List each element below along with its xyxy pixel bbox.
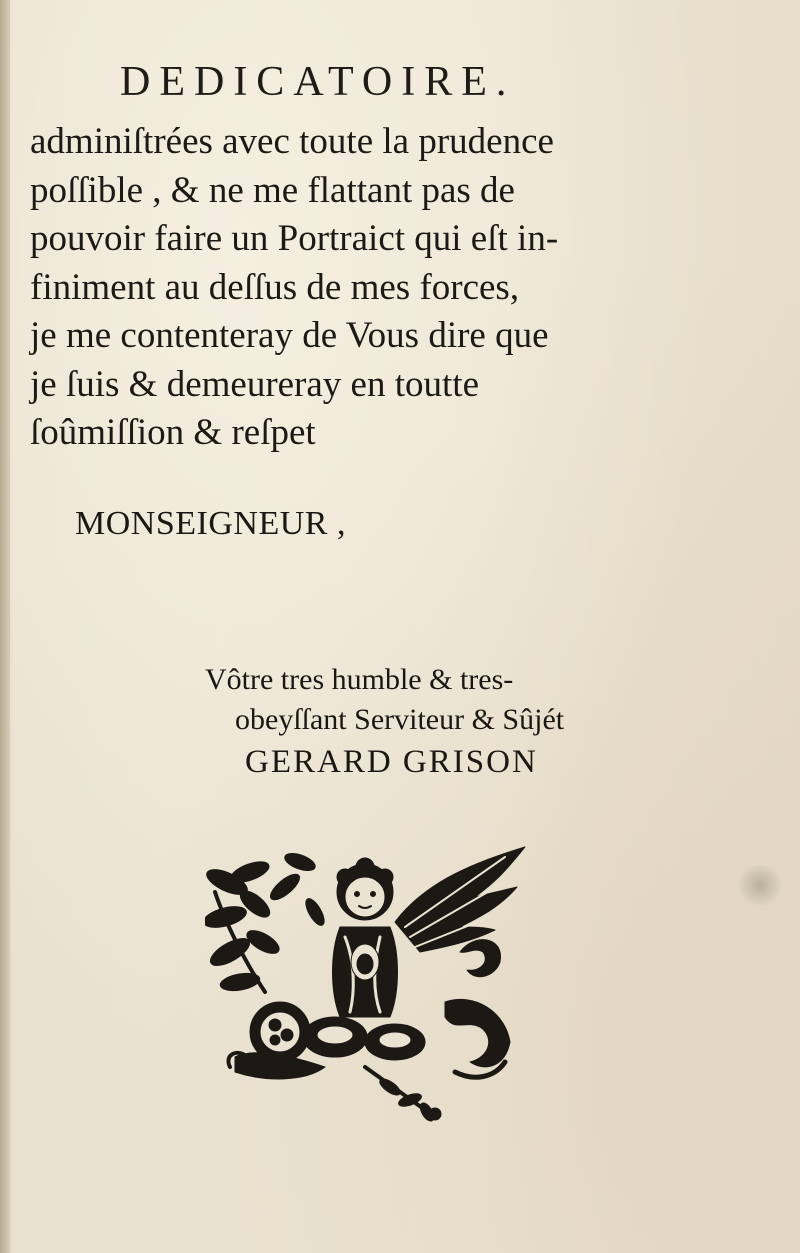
running-head: DEDICATOIRE. — [120, 59, 516, 105]
flame-icon — [445, 940, 510, 1078]
signer-name: GERARD GRISON — [245, 744, 538, 780]
wing-icon — [395, 847, 525, 952]
signature-block — [205, 660, 564, 782]
body-line: pouvoir faire un Portraict qui eſt in- — [30, 218, 559, 259]
body-line: ſoûmiſſion & reſpet — [30, 412, 316, 453]
cherub-body-icon — [303, 927, 425, 1060]
closing-line: Vôtre tres humble & tres- — [205, 663, 514, 696]
ink-smudge — [735, 865, 785, 905]
body-line: poſſible , & ne me flattant pas de — [30, 169, 515, 211]
dedication-body — [30, 118, 690, 458]
leaf-branch-icon — [205, 850, 328, 993]
closing-line: obeyſſant Serviteur & Sûjét — [235, 703, 565, 736]
body-line: finiment au deſſus de mes forces, — [30, 266, 520, 308]
body-line: je me contenteray de Vous dire que — [30, 315, 549, 356]
cherub-woodcut-icon — [205, 842, 535, 1122]
salutation: MONSEIGNEUR , — [75, 505, 346, 542]
cherub-head-icon — [337, 858, 393, 920]
body-line: je ſuis & demeureray en toutte — [30, 363, 479, 405]
body-line: adminiſtrées avec toute la prudence — [30, 121, 554, 162]
page-gutter-edge — [0, 0, 10, 1253]
sprig-icon — [365, 1067, 441, 1122]
